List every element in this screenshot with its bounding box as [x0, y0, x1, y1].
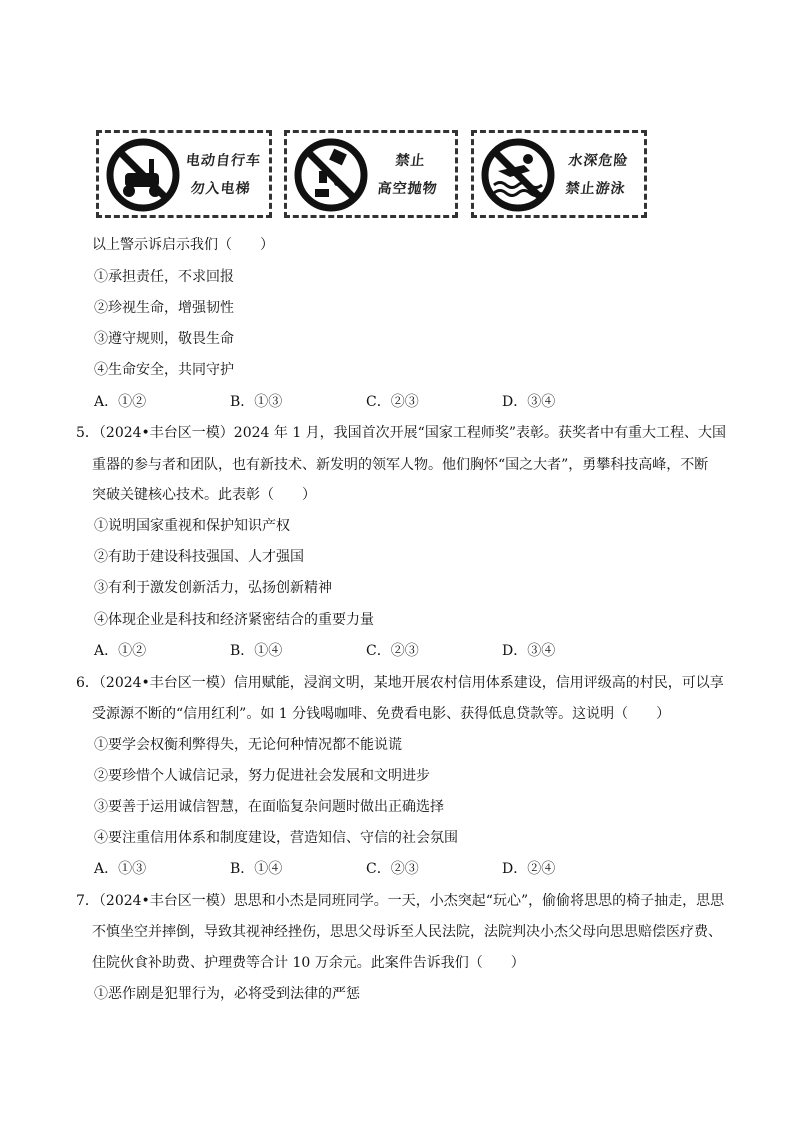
sign-caption	[366, 147, 452, 203]
q5-stem-line: 5．（2024•丰台区一模）2024 年 1 月，我国首次开展“国家工程师奖”表彰。获奖者中有重大工程、大国	[76, 425, 726, 441]
q7-stem-line: 7．（2024•丰台区一模）思思和小杰是同班同学。一天，小杰突起“玩心”，偷偷将思思的椅子抽走，思思	[76, 893, 725, 909]
choice-d[interactable]: D．③④	[502, 394, 556, 410]
q7-option: ①恶作剧是犯罪行为，必将受到法律的严惩	[94, 986, 360, 1002]
sign-caption-line: 禁止游泳	[564, 181, 627, 197]
q6-option: ②要珍惜个人诚信记录，努力促进社会发展和文明进步	[94, 768, 430, 784]
choice-d[interactable]: D．③④	[502, 643, 556, 659]
no-swimming-icon	[480, 137, 556, 213]
sign-no-throwing-from-height	[284, 130, 458, 218]
sign-caption-line: 水深危险	[567, 153, 630, 169]
q5-option: ②有助于建设科技强国、人才强国	[94, 549, 304, 565]
q5-stem-line: 突破关键核心技术。此表彰（ ）	[92, 487, 316, 503]
q7-stem-line: 不慎坐空并摔倒，导致其视神经挫伤，思思父母诉至人民法院，法院判决小杰父母向思思赔偿医疗费、	[92, 924, 722, 940]
choice-a[interactable]: A．①③	[94, 861, 147, 877]
choice-c[interactable]: C．②③	[366, 394, 419, 410]
q4-option: ①承担责任，不求回报	[94, 269, 234, 285]
choice-b[interactable]: B．①④	[230, 861, 283, 877]
warning-signs-row	[96, 130, 652, 224]
no-ebike-in-elevator-icon	[105, 137, 181, 213]
q6-option: ①要学会权衡利弊得失，无论何种情况都不能说谎	[94, 737, 402, 753]
q4-stem: 以上警示诉启示我们（ ）	[92, 237, 274, 253]
sign-caption-line: 高空抛物	[376, 181, 439, 197]
sign-caption	[553, 147, 641, 203]
q7-stem-line: 住院伙食补助费、护理费等合计 10 万余元。此案件告诉我们（ ）	[92, 955, 525, 971]
sign-no-ebike-in-elevator	[96, 130, 272, 218]
q5-stem-line: 重器的参与者和团队，也有新技术、新发明的领军人物。他们胸怀“国之大者”，勇攀科技高峰，不断	[92, 457, 709, 473]
q6-stem-line: 受源源不断的“信用红利”。如 1 分钱喝咖啡、免费看电影、获得低息贷款等。这说明（ ）	[92, 706, 671, 722]
sign-caption	[178, 147, 266, 203]
q6-option: ③要善于运用诚信智慧，在面临复杂问题时做出正确选择	[94, 799, 444, 815]
q5-option: ③有利于激发创新活力，弘扬创新精神	[94, 580, 332, 596]
q4-option: ②珍视生命，增强韧性	[94, 300, 234, 316]
q4-option: ④生命安全，共同守护	[94, 362, 234, 378]
q6-option: ④要注重信用体系和制度建设，营造知信、守信的社会氛围	[94, 830, 458, 846]
q4-option: ③遵守规则，敬畏生命	[94, 331, 234, 347]
q5-option: ④体现企业是科技和经济紧密结合的重要力量	[94, 612, 374, 628]
choice-b[interactable]: B．①④	[230, 643, 283, 659]
choice-b[interactable]: B．①③	[230, 394, 283, 410]
sign-caption-line: 勿入电梯	[189, 181, 252, 197]
sign-caption-line: 禁止	[394, 153, 427, 169]
sign-no-swimming	[471, 130, 647, 218]
choice-a[interactable]: A．①②	[94, 394, 147, 410]
no-throwing-from-height-icon	[293, 137, 369, 213]
choice-d[interactable]: D．②④	[502, 861, 556, 877]
choice-c[interactable]: C．②③	[366, 861, 419, 877]
q5-option: ①说明国家重视和保护知识产权	[94, 518, 290, 534]
sign-caption-line: 电动自行车	[185, 153, 262, 169]
q6-stem-line: 6．（2024•丰台区一模）信用赋能，浸润文明，某地开展农村信用体系建设，信用评级高的村民，可以享	[76, 675, 724, 691]
choice-a[interactable]: A．①②	[94, 643, 147, 659]
choice-c[interactable]: C．②③	[366, 643, 419, 659]
